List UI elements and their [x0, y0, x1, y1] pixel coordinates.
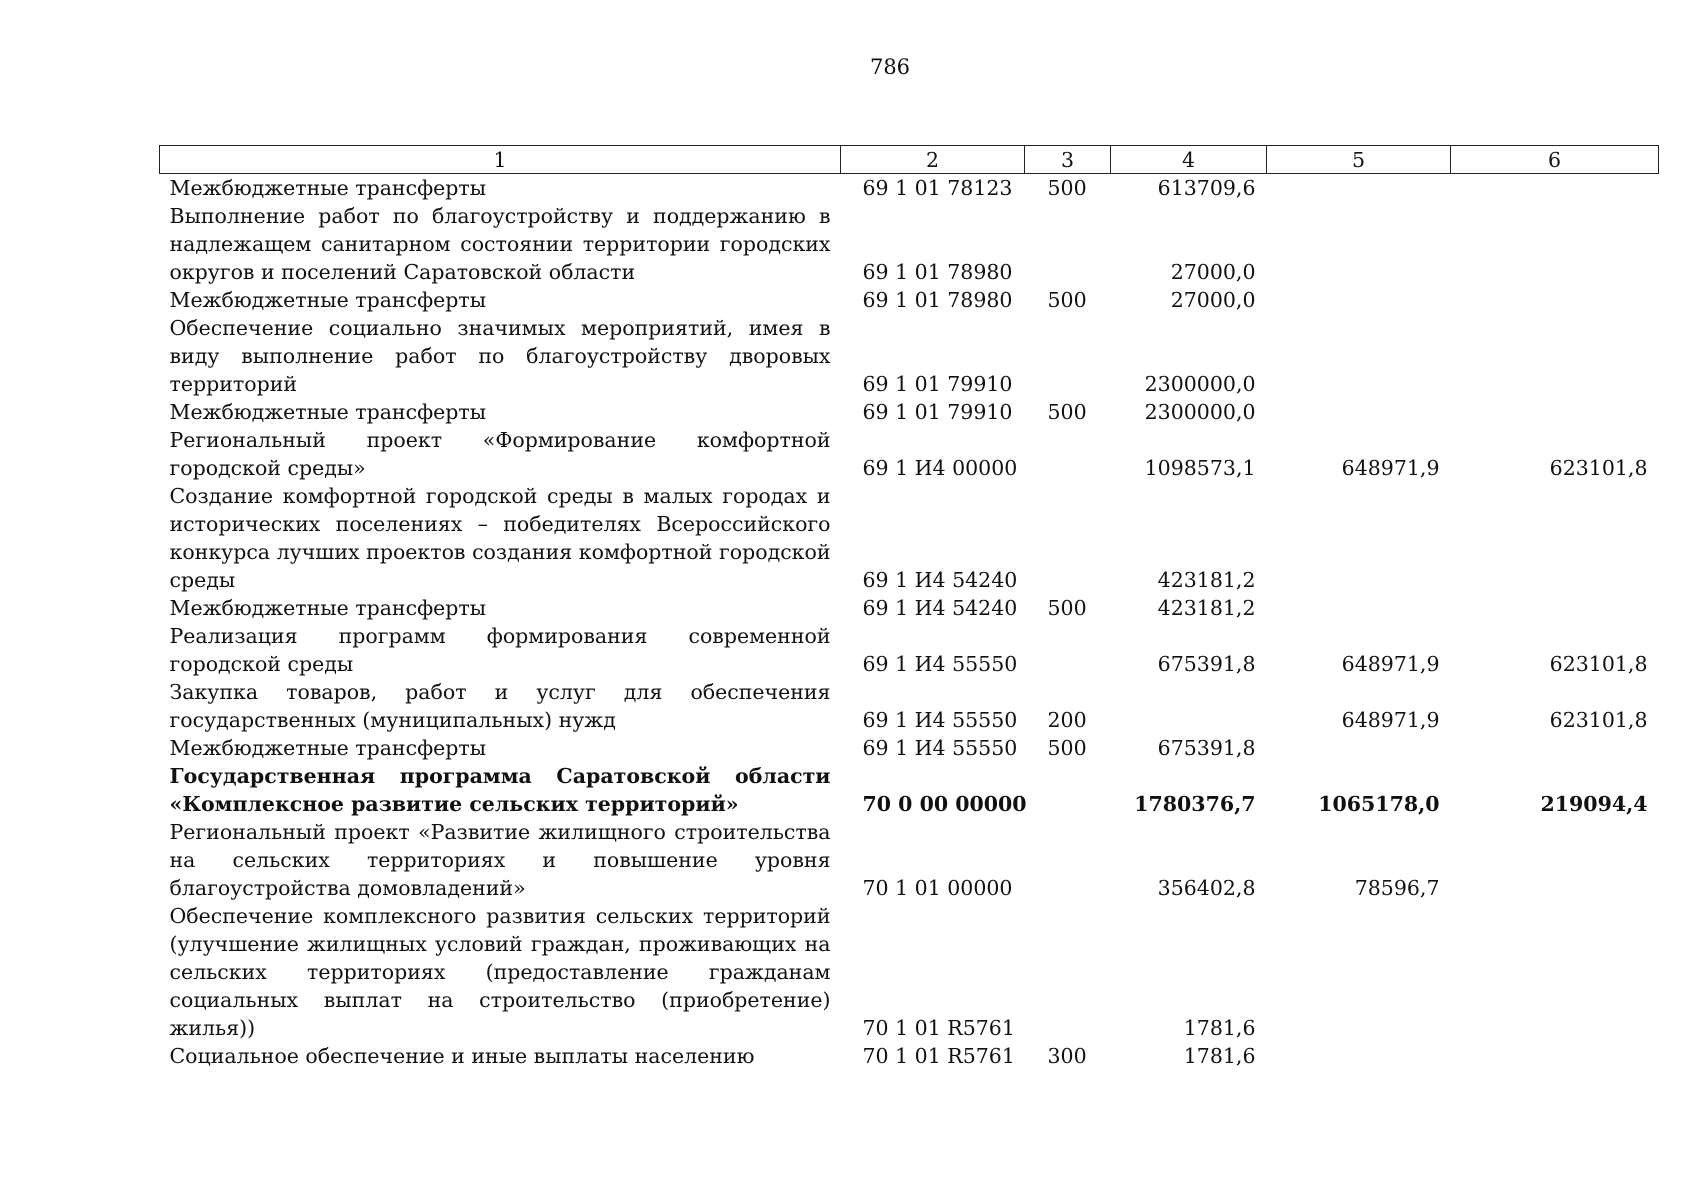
- item-name: Закупка товаров, работ и услуг для обеспечения государственных (муниципальных) нужд: [169, 680, 831, 732]
- item-name: Межбюджетные трансферты: [169, 288, 487, 312]
- target-article-code: 69 1 01 79910: [862, 372, 1013, 396]
- amount-col-4: 613709,6: [1157, 176, 1256, 200]
- expense-type-code: 500: [1047, 596, 1087, 620]
- target-article-code: 69 1 01 79910: [862, 400, 1013, 424]
- target-article-code: 69 1 И4 55550: [862, 652, 1018, 676]
- amount-col-4: 27000,0: [1170, 288, 1256, 312]
- item-name: Реализация программ формирования современной городской среды: [169, 624, 831, 676]
- expense-type-code: [1025, 762, 1111, 818]
- amount-col-5: 648971,9: [1341, 652, 1440, 676]
- amount-col-5: [1267, 902, 1451, 1042]
- amount-col-6: [1451, 202, 1659, 286]
- item-name: Межбюджетные трансферты: [169, 400, 487, 424]
- amount-col-5: [1267, 398, 1451, 426]
- amount-col-4: 423181,2: [1157, 568, 1256, 592]
- item-name: Межбюджетные трансферты: [169, 736, 487, 760]
- amount-col-5: [1267, 1042, 1451, 1070]
- item-name: Создание комфортной городской среды в малых городах и исторических поселениях – победителях Всероссийского конкурса лучших проектов создания комфортной городской среды: [169, 484, 831, 592]
- table-row: [160, 314, 1659, 398]
- amount-col-5: 1065178,0: [1318, 792, 1440, 816]
- amount-col-4: 1781,6: [1183, 1016, 1256, 1040]
- table-row: [160, 482, 1659, 594]
- target-article-code: 69 1 И4 00000: [862, 456, 1018, 480]
- item-name: Социальное обеспечение и иные выплаты населению: [169, 1044, 755, 1068]
- expense-type-code: [1025, 426, 1111, 482]
- target-article-code: 69 1 И4 54240: [862, 568, 1018, 592]
- target-article-code: 70 1 01 00000: [862, 876, 1013, 900]
- column-header-5: 5: [1267, 146, 1451, 174]
- amount-col-6: 219094,4: [1540, 792, 1648, 816]
- amount-col-5: 648971,9: [1341, 708, 1440, 732]
- expense-type-code: 300: [1047, 1044, 1087, 1068]
- amount-col-5: [1267, 594, 1451, 622]
- amount-col-4: 27000,0: [1170, 260, 1256, 284]
- item-name: Обеспечение комплексного развития сельских территорий (улучшение жилищных условий граждан, проживающих на сельских территориях (предоставление гражданам социальных выплат на строительство (приобретение) жилья)): [169, 904, 831, 1040]
- table-row: [160, 286, 1659, 314]
- expense-type-code: [1025, 818, 1111, 902]
- item-name: Обеспечение социально значимых мероприятий, имея в виду выполнение работ по благоустройству дворовых территорий: [169, 316, 831, 396]
- expense-type-code: [1025, 622, 1111, 678]
- amount-col-6: [1451, 314, 1659, 398]
- amount-col-5: 648971,9: [1341, 456, 1440, 480]
- item-name: Региональный проект «Развитие жилищного строительства на сельских территориях и повышение уровня благоустройства домовладений»: [169, 820, 831, 900]
- expense-type-code: [1025, 902, 1111, 1042]
- amount-col-5: [1267, 734, 1451, 762]
- amount-col-6: 623101,8: [1549, 456, 1648, 480]
- table-row: [160, 202, 1659, 286]
- table-row: [160, 174, 1659, 203]
- amount-col-4: 423181,2: [1157, 596, 1256, 620]
- expense-type-code: 500: [1047, 736, 1087, 760]
- item-name: Межбюджетные трансферты: [169, 176, 487, 200]
- target-article-code: 69 1 И4 54240: [862, 596, 1018, 620]
- amount-col-6: [1451, 818, 1659, 902]
- expense-type-code: 500: [1047, 176, 1087, 200]
- amount-col-4: 1098573,1: [1144, 456, 1256, 480]
- table-body: [160, 174, 1659, 1071]
- amount-col-6: [1451, 398, 1659, 426]
- amount-col-6: [1451, 594, 1659, 622]
- expense-type-code: 500: [1047, 400, 1087, 424]
- amount-col-4: 356402,8: [1157, 876, 1256, 900]
- target-article-code: 69 1 01 78980: [862, 260, 1013, 284]
- target-article-code: 69 1 01 78123: [862, 176, 1013, 200]
- expense-type-code: [1025, 482, 1111, 594]
- column-header-2: 2: [841, 146, 1025, 174]
- amount-col-6: [1451, 1042, 1659, 1070]
- column-header-6: 6: [1451, 146, 1659, 174]
- amount-col-4: 675391,8: [1157, 652, 1256, 676]
- target-article-code: 69 1 И4 55550: [862, 736, 1018, 760]
- table-header-row: [160, 146, 1659, 174]
- table-row: [160, 622, 1659, 678]
- amount-col-6: [1451, 734, 1659, 762]
- item-name: Выполнение работ по благоустройству и поддержанию в надлежащем санитарном состоянии территории городских округов и поселений Саратовской области: [169, 204, 831, 284]
- budget-table: [159, 145, 1659, 1070]
- amount-col-5: [1267, 482, 1451, 594]
- expense-type-code: [1025, 202, 1111, 286]
- amount-col-6: 623101,8: [1549, 652, 1648, 676]
- expense-type-code: 200: [1047, 708, 1087, 732]
- page-number: 786: [869, 55, 911, 79]
- amount-col-4: [1111, 678, 1267, 734]
- target-article-code: 70 0 00 00000: [862, 792, 1027, 816]
- column-header-3: 3: [1025, 146, 1111, 174]
- table-row: [160, 1042, 1659, 1070]
- amount-col-4: 675391,8: [1157, 736, 1256, 760]
- item-name: Межбюджетные трансферты: [169, 596, 487, 620]
- column-header-1: 1: [160, 146, 841, 174]
- column-header-4: 4: [1111, 146, 1267, 174]
- item-name: Региональный проект «Формирование комфортной городской среды»: [169, 428, 831, 480]
- amount-col-6: [1451, 902, 1659, 1042]
- item-name: Государственная программа Саратовской области «Комплексное развитие сельских территорий»: [169, 764, 831, 816]
- target-article-code: 69 1 01 78980: [862, 288, 1013, 312]
- amount-col-5: [1267, 174, 1451, 203]
- amount-col-4: 2300000,0: [1144, 372, 1256, 396]
- amount-col-4: 2300000,0: [1144, 400, 1256, 424]
- amount-col-4: 1781,6: [1183, 1044, 1256, 1068]
- amount-col-6: [1451, 482, 1659, 594]
- table-row: [160, 734, 1659, 762]
- amount-col-6: 623101,8: [1549, 708, 1648, 732]
- table-row: [160, 426, 1659, 482]
- table-row: [160, 762, 1659, 818]
- table-row: [160, 902, 1659, 1042]
- expense-type-code: 500: [1047, 288, 1087, 312]
- target-article-code: 69 1 И4 55550: [862, 708, 1018, 732]
- target-article-code: 70 1 01 R5761: [862, 1044, 1015, 1068]
- expense-type-code: [1025, 314, 1111, 398]
- amount-col-5: 78596,7: [1354, 876, 1440, 900]
- amount-col-5: [1267, 202, 1451, 286]
- table-row: [160, 594, 1659, 622]
- target-article-code: 70 1 01 R5761: [862, 1016, 1015, 1040]
- amount-col-6: [1451, 286, 1659, 314]
- table-row: [160, 678, 1659, 734]
- amount-col-6: [1451, 174, 1659, 203]
- table-row: [160, 818, 1659, 902]
- amount-col-4: 1780376,7: [1134, 792, 1256, 816]
- table-row: [160, 398, 1659, 426]
- amount-col-5: [1267, 286, 1451, 314]
- amount-col-5: [1267, 314, 1451, 398]
